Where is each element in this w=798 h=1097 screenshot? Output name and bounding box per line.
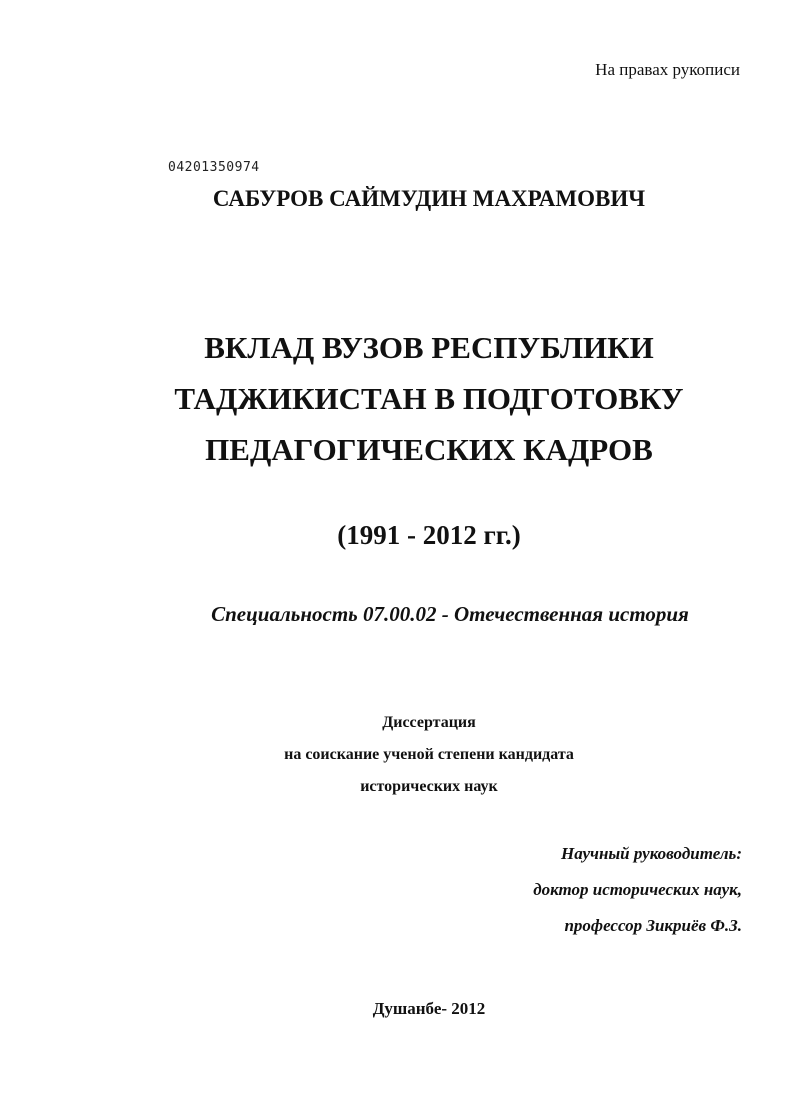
title-line-2: ТАДЖИКИСТАН В ПОДГОТОВКУ [174,381,684,416]
supervisor-line-1: Научный руководитель: [560,844,742,863]
title-period: (1991 - 2012 гг.) [337,520,521,550]
speciality-line: Специальность 07.00.02 - Отечественная история [211,602,689,626]
supervisor-line-2: доктор исторических наук, [533,880,742,899]
dissertation-title [0,322,798,475]
dissertation-line-1: Диссертация [382,714,476,731]
supervisor-line-3: профессор Зикриёв Ф.З. [564,916,742,935]
dissertation-line-3: исторических наук [360,778,498,795]
dissertation-degree [0,707,798,803]
title-line-3: ПЕДАГОГИЧЕСКИХ КАДРОВ [205,432,653,467]
dissertation-line-2: на соискание ученой степени кандидата [284,746,574,763]
city-year: Душанбе- 2012 [372,999,486,1018]
author-name: САБУРОВ САЙМУДИН МАХРАМОВИЧ [212,186,646,211]
rights-notice: На правах рукописи [595,60,740,79]
catalog-number-stamp: 04201350974 [168,160,260,175]
title-line-1: ВКЛАД ВУЗОВ РЕСПУБЛИКИ [204,330,654,365]
supervisor-block [533,836,742,944]
